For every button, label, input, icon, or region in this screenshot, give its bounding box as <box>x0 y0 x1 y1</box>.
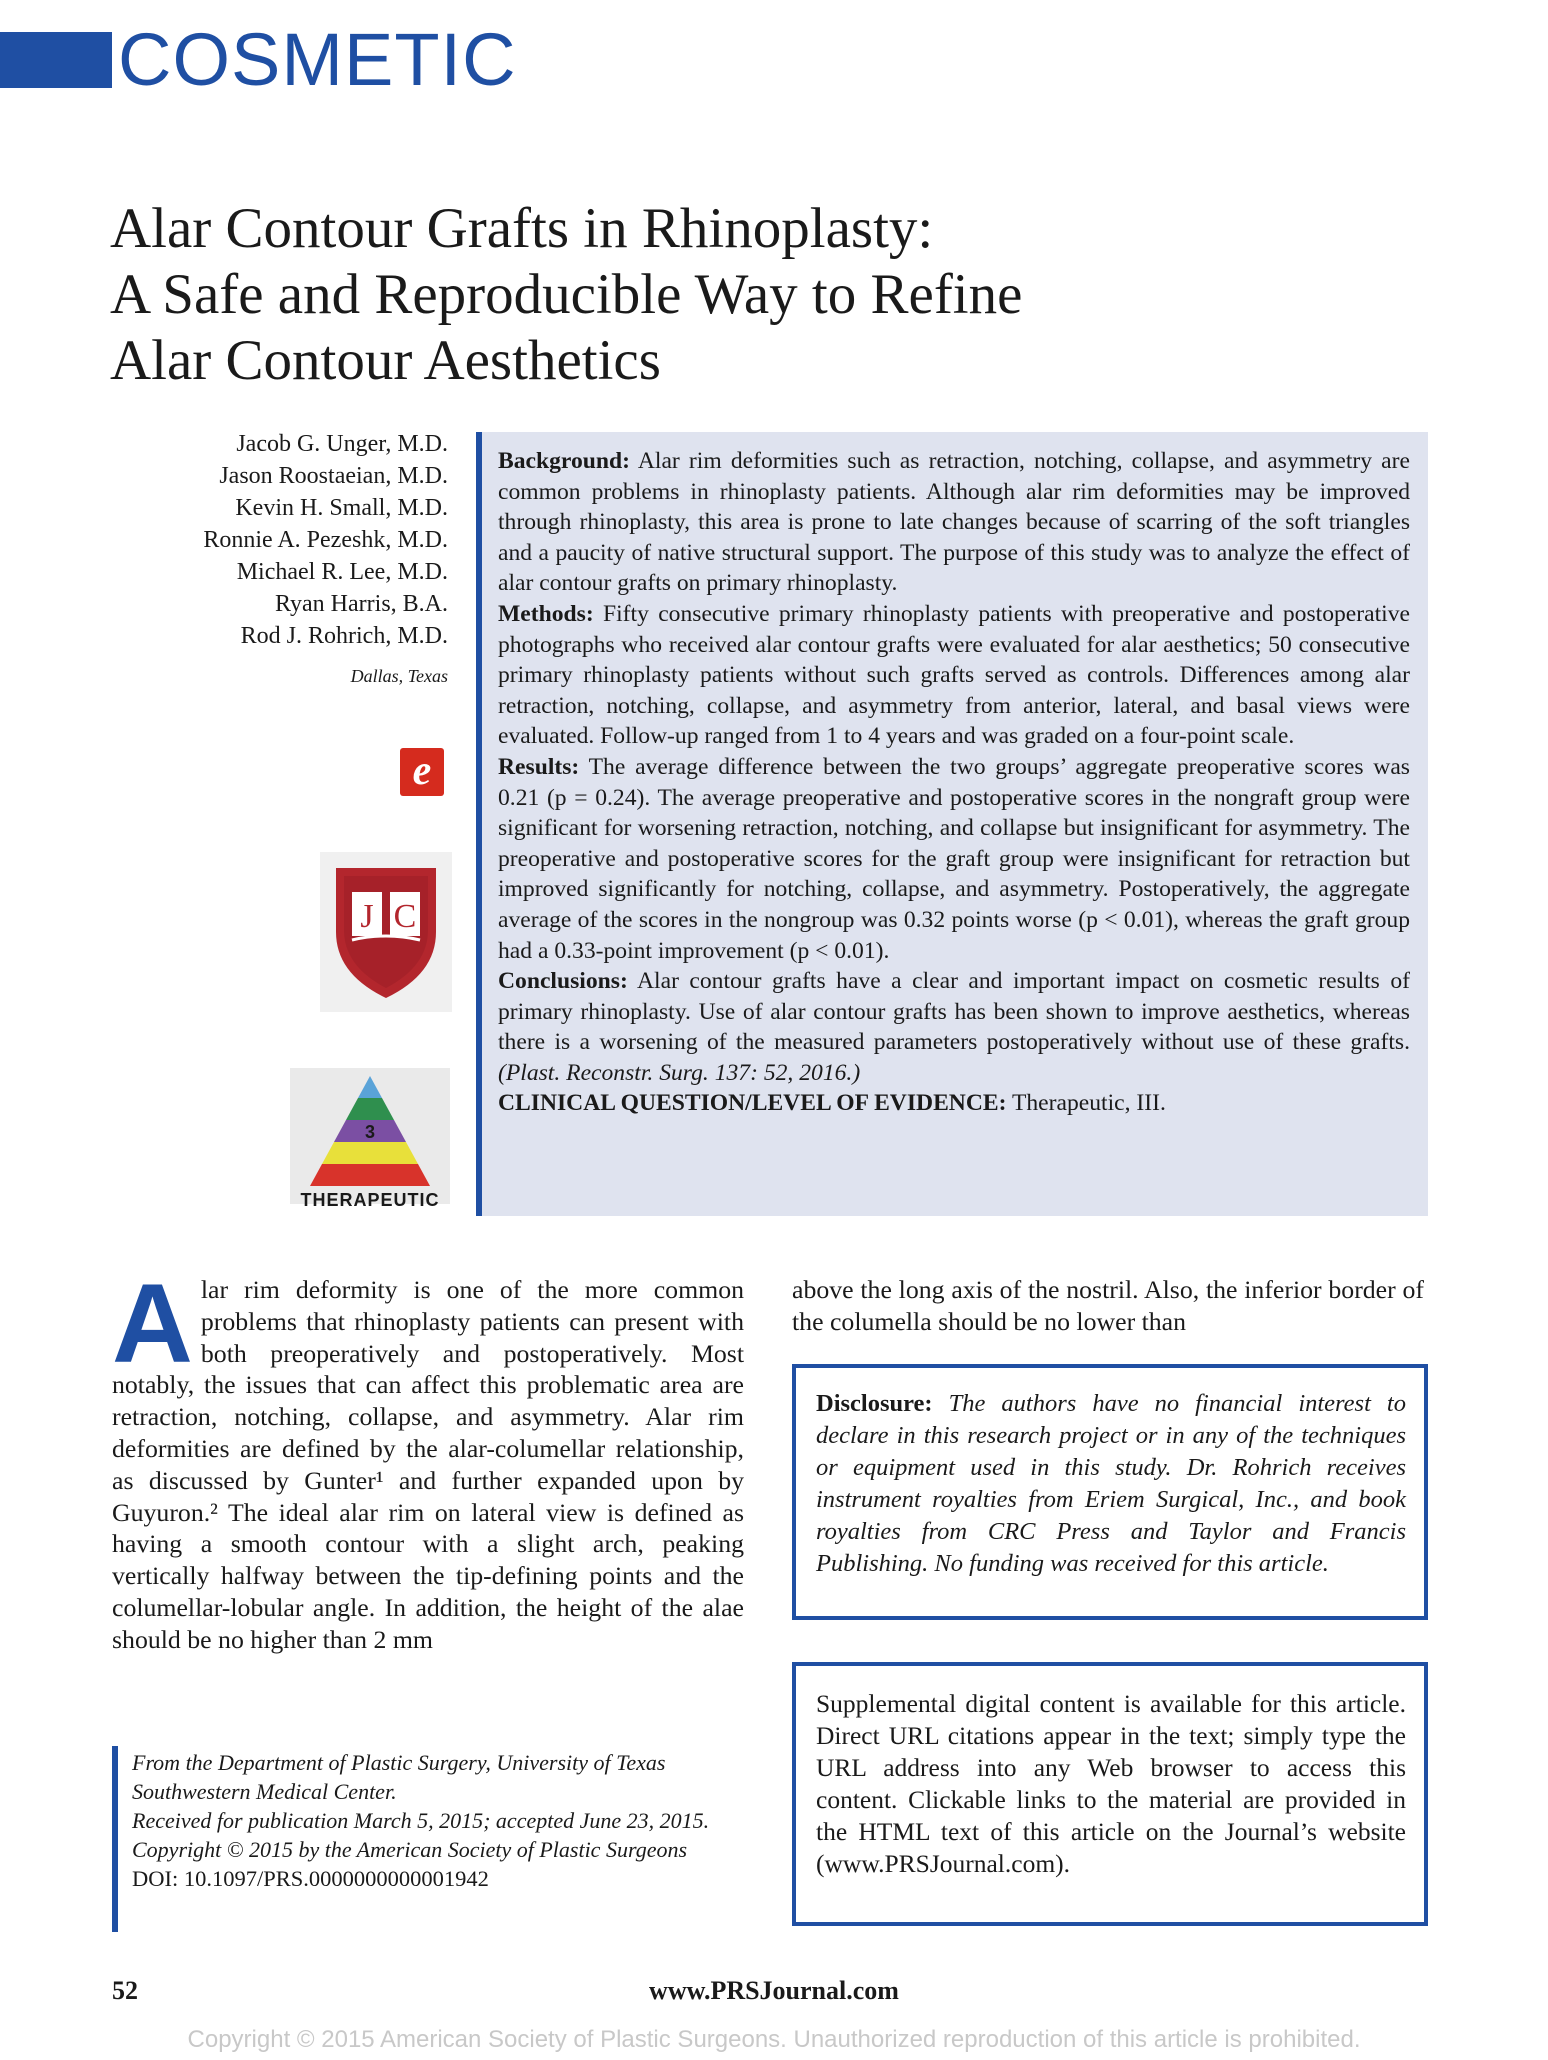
affiliation-department: From the Department of Plastic Surgery, University of Texas Southwestern Medical Center. <box>132 1750 666 1804</box>
title-line: Alar Contour Aesthetics <box>110 329 661 392</box>
abstract-methods <box>498 599 1410 752</box>
author: Rod J. Rohrich, M.D. <box>240 623 448 649</box>
abstract-results <box>498 752 1410 966</box>
abstract-conclusions-label: Conclusions: <box>498 968 628 995</box>
abstract-clinical-label: CLINICAL QUESTION/LEVEL OF EVIDENCE: <box>498 1090 1007 1117</box>
affiliation-copyright: Copyright © 2015 by the American Society of Plastic Surgeons <box>132 1837 688 1862</box>
abstract-conclusions <box>498 966 1410 1088</box>
body-column-right <box>792 1274 1424 1338</box>
body-column-left <box>112 1261 744 1656</box>
abstract-clinical-text: Therapeutic, III. <box>1011 1090 1166 1117</box>
author: Kevin H. Small, M.D. <box>235 495 448 521</box>
author: Michael R. Lee, M.D. <box>236 559 448 585</box>
journal-website: www.PRSJournal.com <box>649 1976 899 2005</box>
abstract-results-label: Results: <box>498 753 580 780</box>
article-title <box>110 196 1410 394</box>
affiliation-block <box>132 1748 752 1893</box>
evidence-level-number: 3 <box>364 1122 376 1142</box>
affiliation-received: Received for publication March 5, 2015; accepted June 23, 2015. <box>132 1808 710 1833</box>
jc-letter-j: J <box>360 898 374 935</box>
abstract-methods-text: Fifty consecutive primary rhinoplasty patients with preoperative and postoperative photographs who received alar contour grafts were evaluated for alar aesthetics; 50 consecutive primary rhinoplasty patients without such grafts served as controls. Differences among alar retraction, notching, collapse, and asymmetry from anterior, lateral, and basal views were evaluated. Follow-up ranged from 1 to 4 years and was graded on a four-point scale. <box>498 600 1410 750</box>
article-doi: DOI: 10.1097/PRS.0000000000001942 <box>132 1866 489 1891</box>
evidence-category-label: THERAPEUTIC <box>300 1190 440 1210</box>
drop-cap: A <box>112 1261 193 1386</box>
page-number: 52 <box>112 1976 138 2005</box>
abstract-citation: (Plast. Reconstr. Surg. 137: 52, 2016.) <box>498 1059 861 1086</box>
abstract-background-label: Background: <box>498 448 630 474</box>
journal-club-shield-icon <box>330 862 442 1002</box>
section-accent-bar <box>0 32 112 88</box>
supplemental-content-box <box>792 1662 1428 1926</box>
title-line: Alar Contour Grafts in Rhinoplasty: <box>110 197 934 260</box>
body-paragraph-continued: above the long axis of the nostril. Also, the inferior border of the columella should be no lower than <box>792 1275 1424 1336</box>
abstract-clinical-question <box>498 1088 1410 1119</box>
abstract-conclusions-text: Alar contour grafts have a clear and important impact on cosmetic results of primary rhinoplasty. Use of alar contour grafts has been shown to improve aesthetics, whereas there is a worsening of the measured parameters postoperatively without use of these grafts. <box>498 968 1410 1056</box>
author-location: Dallas, Texas <box>350 666 448 686</box>
electronic-content-icon: e <box>400 748 444 796</box>
abstract-methods-label: Methods: <box>498 600 594 627</box>
affiliation-accent-rule <box>112 1746 118 1932</box>
author: Ryan Harris, B.A. <box>274 591 448 617</box>
abstract-box <box>482 432 1428 1216</box>
abstract-results-text: The average difference between the two groups’ aggregate preoperative scores was 0.21 (p = 0.24). The average preoperative and postoperative scores in the nongraft group were significant for worsening retraction, notching, and collapse but insignificant for asymmetry. The preoperative and postoperative scores for the graft group were insignificant for retraction but improved significantly for notching, collapse, and asymmetry. Postoperatively, the aggregate average of the scores in the nongroup was 0.32 points worse (p < 0.01), whereas the graft group had a 0.33-point improvement (p < 0.01). <box>498 753 1410 964</box>
abstract-background <box>498 446 1410 599</box>
section-label: COSMETIC <box>118 18 517 101</box>
jc-letter-c: C <box>393 898 417 935</box>
abstract-background-text: Alar rim deformities such as retraction, notching, collapse, and asymmetry are common problems in rhinoplasty patients. Although alar rim deformities may be improved through rhinoplasty, this area is prone to late changes because of scarring of the soft triangles and a paucity of native structural support. The purpose of this study was to analyze the effect of alar contour grafts on primary rhinoplasty. <box>498 448 1410 597</box>
evidence-level-pyramid-icon <box>290 1068 450 1192</box>
title-line: A Safe and Reproducible Way to Refine <box>110 263 1023 326</box>
author: Jacob G. Unger, M.D. <box>236 431 448 457</box>
body-paragraph: lar rim deformity is one of the more common problems that rhinoplasty patients can present with both preoperatively and postoperatively. Most notably, the issues that can affect this problematic area are retraction, notching, collapse, and asymmetry. Alar rim deformities are defined by the alar-columellar relationship, as discussed by Gunter¹ and further expanded upon by Guyuron.² The ideal alar rim on lateral view is defined as having a smooth contour with a slight arch, peaking vertically halfway between the tip-defining points and the columellar-lobular angle. In addition, the height of the alae should be no higher than 2 mm <box>112 1275 744 1654</box>
disclosure-text: The authors have no financial interest to declare in this research project or in any of the techniques or equipment used in this study. Dr. Rohrich receives instrument royalties from Eriem Surgical, Inc., and book royalties from CRC Press and Taylor and Francis Publishing. No funding was received for this article. <box>816 1390 1406 1577</box>
copyright-watermark: Copyright © 2015 American Society of Plastic Surgeons. Unauthorized reproduction of this article is prohibited. <box>187 2026 1361 2053</box>
disclosure-box <box>792 1364 1428 1620</box>
author: Ronnie A. Pezeshk, M.D. <box>203 527 448 553</box>
author: Jason Roostaeian, M.D. <box>219 463 448 489</box>
disclosure-label: Disclosure: <box>816 1390 933 1417</box>
supplemental-text: Supplemental digital content is available for this article. Direct URL citations appear in the text; simply type the URL address into any Web browser to access this content. Clickable links to the material are provided in the HTML text of this article on the Journal’s website (www.PRSJournal.com). <box>816 1689 1406 1878</box>
author-list <box>140 428 448 692</box>
